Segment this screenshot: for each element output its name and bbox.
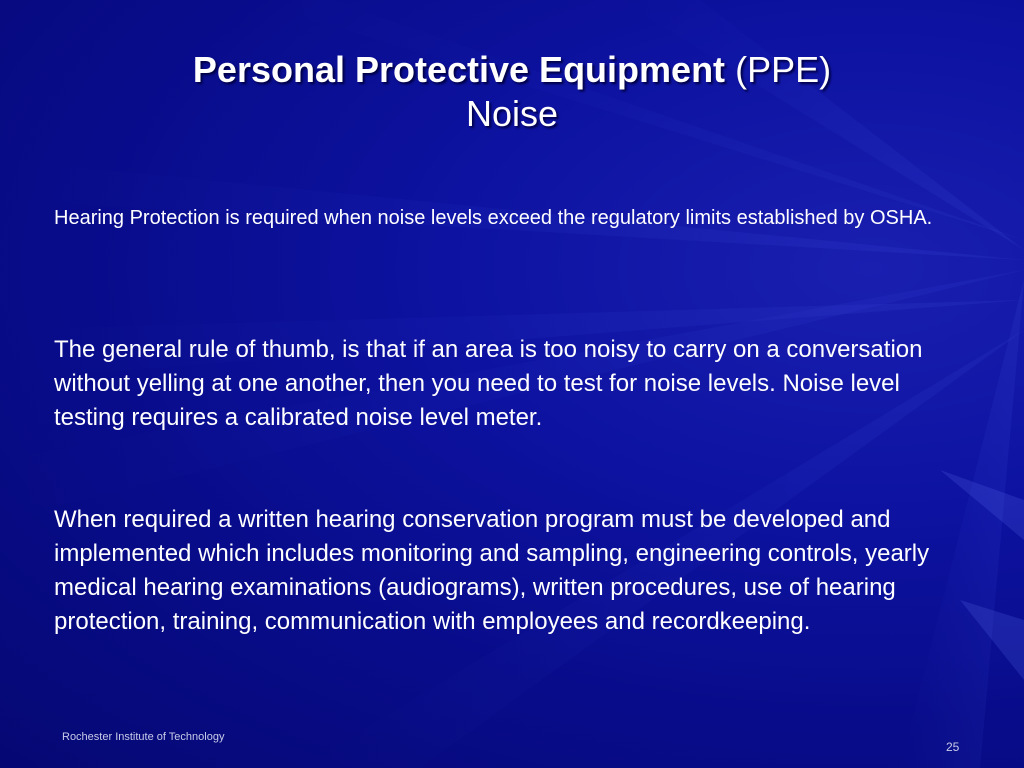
slide-subtitle: Noise <box>465 93 559 134</box>
paragraph-conservation-program: When required a written hearing conservation program must be developed and implemented which includes monitoring and sampling, engineering controls, yearly medical hearing examinations (audiograms), written procedures, use of hearing protection, training, communication with employees and recordkeeping. <box>54 506 930 635</box>
paragraph-hearing-protection: Hearing Protection is required when noise levels exceed the regulatory limits established by OSHA. <box>54 207 933 229</box>
paragraph-rule-of-thumb: The general rule of thumb, is that if an area is too noisy to carry on a conversation without yelling at one another, then you need to test for noise levels. Noise level testing requires a calibrated noise level meter. <box>54 336 923 431</box>
title-abbreviation: (PPE) <box>735 49 832 90</box>
slide-title <box>0 48 1024 136</box>
page-number: 25 <box>946 740 960 754</box>
footer-organization: Rochester Institute of Technology <box>62 731 225 743</box>
title-main: Personal Protective Equipment <box>192 49 726 90</box>
